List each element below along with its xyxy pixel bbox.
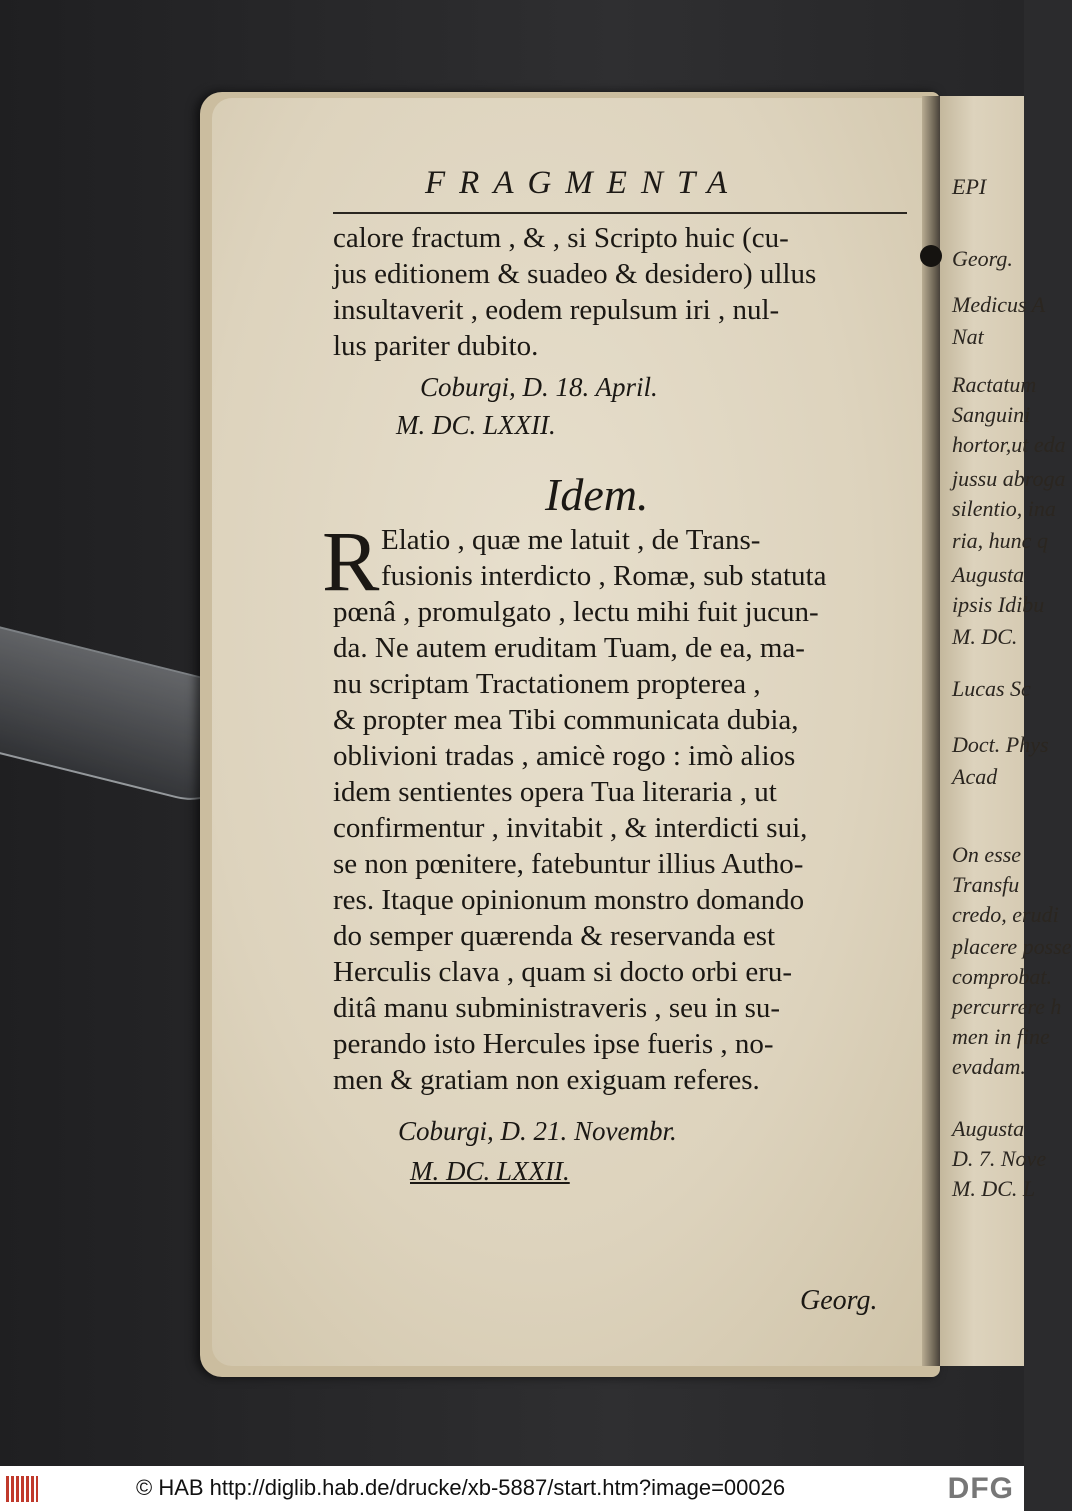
facing-page-line: men in fine: [952, 1024, 1050, 1049]
text-line: perando isto Hercules ipse fueris , no-: [333, 1028, 774, 1060]
page-header: FRAGMENTA: [425, 165, 742, 201]
letter-2-title: Idem.: [545, 469, 649, 520]
facing-page-line: ipsis Idibu: [952, 592, 1045, 617]
text-line: oblivioni tradas , amicè rogo : imò alios: [333, 740, 796, 772]
footer-credit: © HAB http://diglib.hab.de/drucke/xb-5887/start.htm?image=00026: [136, 1475, 786, 1500]
facing-page-line: Transfu: [952, 872, 1020, 897]
facing-page-line: Lucas Sc: [952, 676, 1031, 701]
letter-2-year: M. DC. LXXII.: [410, 1156, 570, 1186]
text-line: pœnâ , promulgato , lectu mihi fuit jucun-: [333, 596, 819, 628]
facing-page-line: EPI: [952, 174, 987, 199]
text-line: se non pœnitere, fatebuntur illius Autho-: [333, 848, 804, 880]
letter-2-place-date: Coburgi, D. 21. Novembr.: [398, 1116, 677, 1146]
letter-1-place-date: Coburgi, D. 18. April.: [420, 372, 658, 402]
header-rule: [333, 212, 907, 214]
text-line: ditâ manu subministraveris , seu in su-: [333, 992, 781, 1024]
facing-page-line: credo, erudi: [952, 902, 1059, 927]
facing-page-line: On esse: [952, 842, 1022, 867]
text-line: lus pariter dubito.: [333, 330, 539, 362]
facing-page-line: ria, hunc q: [952, 528, 1048, 553]
dfg-logo: DFG: [947, 1472, 1014, 1505]
facing-page-line: Ractatum: [952, 372, 1037, 397]
facing-page-line: Georg.: [952, 246, 1013, 271]
facing-page-line: placere posse: [952, 934, 1072, 959]
facing-page-line: hortor,ut eda: [952, 432, 1066, 457]
text-line: res. Itaque opinionum monstro domando: [333, 884, 805, 916]
facing-page-line: D. 7. Nove: [952, 1146, 1047, 1171]
book-gutter: [922, 96, 942, 1366]
text-line: men & gratiam non exiguam referes.: [333, 1064, 760, 1096]
facing-page-line: percurrere h: [952, 994, 1062, 1019]
facing-page-line: M. DC.: [952, 624, 1018, 649]
text-line: do semper quærenda & reservanda est: [333, 920, 776, 952]
facing-page-line: Sanguini: [952, 402, 1031, 427]
facing-page-line: Doct. Phys: [952, 732, 1049, 757]
catchword: Georg.: [800, 1285, 878, 1316]
footer-bar: [0, 1466, 1024, 1511]
facing-page-line: comprobat.: [952, 964, 1053, 989]
letter-1-year: M. DC. LXXII.: [396, 410, 556, 440]
facing-page-line: Augusta: [952, 1116, 1025, 1141]
facing-page-line: jussu abroga: [952, 466, 1066, 491]
text-line: nu scriptam Tractationem propterea ,: [333, 668, 761, 700]
hab-logo-icon: [6, 1476, 38, 1502]
text-line: idem sentientes opera Tua literaria , ut: [333, 776, 777, 808]
text-line: Herculis clava , quam si docto orbi eru-: [333, 956, 793, 988]
facing-page-line: Augusta: [952, 562, 1025, 587]
facing-page-line: Medicus A: [952, 292, 1046, 317]
text-line: confirmentur , invitabit , & interdicti sui,: [333, 812, 808, 844]
text-line: & propter mea Tibi communicata dubia,: [333, 704, 799, 736]
facing-page-line: Nat: [952, 324, 984, 349]
facing-page-line: Acad: [952, 764, 998, 789]
text-line: insultaverit , eodem repulsum iri , nul-: [333, 294, 780, 326]
ink-spot: [920, 245, 942, 267]
facing-page: [940, 96, 1072, 1366]
text-line: fusionis interdicto , Romæ, sub statuta: [381, 560, 827, 592]
text-line: calore fractum , & , si Scripto huic (cu-: [333, 222, 789, 254]
text-line: jus editionem & suadeo & desidero) ullus: [333, 258, 817, 290]
drop-cap: R: [322, 513, 380, 609]
facing-page-line: M. DC. L: [952, 1176, 1036, 1201]
facing-page-line: silentio, ina: [952, 496, 1056, 521]
facing-page-line: evadam.: [952, 1054, 1026, 1079]
text-line: Elatio , quæ me latuit , de Trans-: [381, 524, 761, 556]
text-line: da. Ne autem eruditam Tuam, de ea, ma-: [333, 632, 805, 664]
